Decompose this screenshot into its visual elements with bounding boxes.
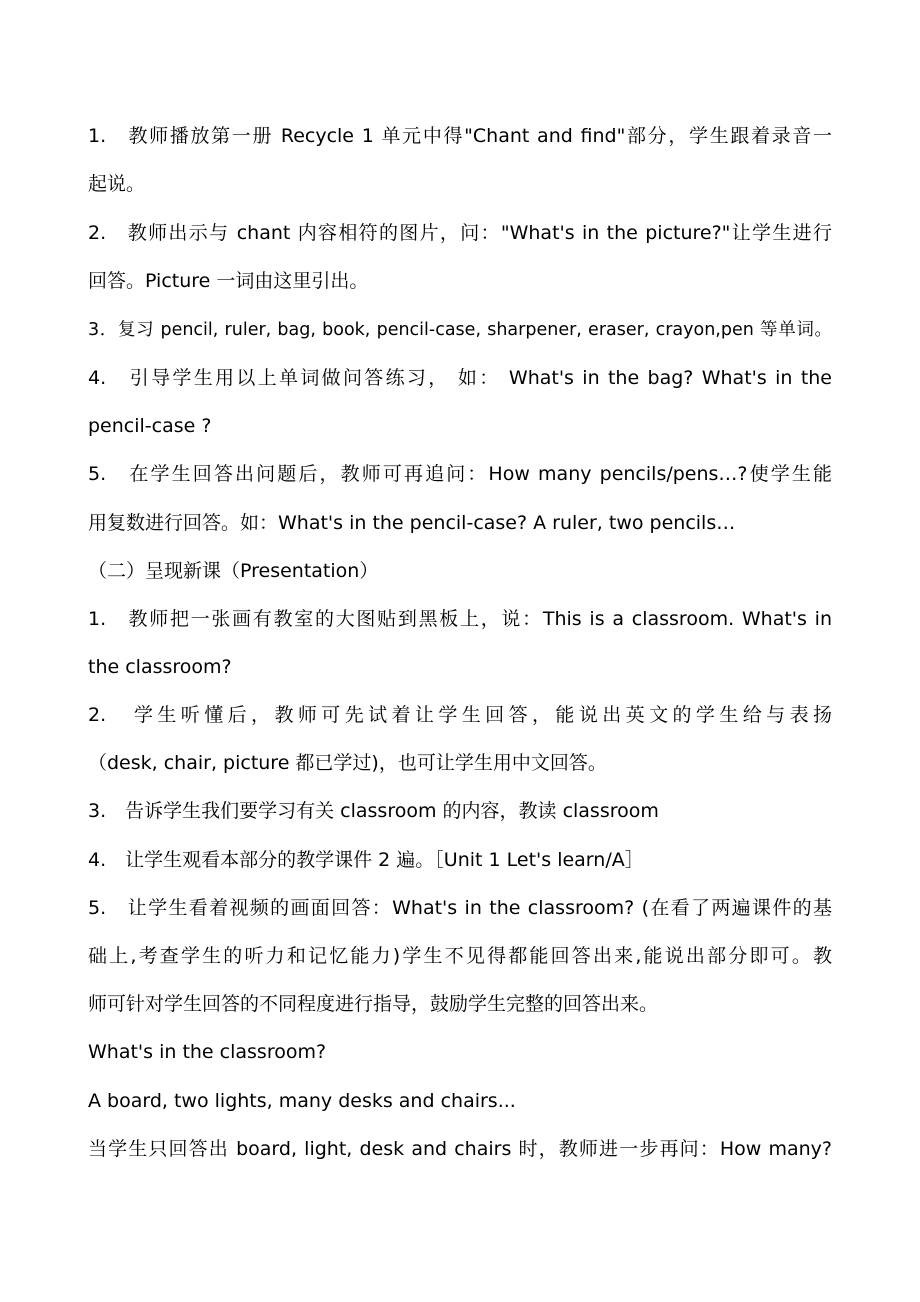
text-line-5: 3．复习 pencil, ruler, bag, book, pencil-case, sharpener, eraser, crayon,pen 等单词。 [88,320,832,340]
text-line-15: 3. 告诉学生我们要学习有关 classroom 的内容，教读 classroom [88,800,659,822]
text-line-4: 回答。Picture 一词由这里引出。 [88,270,369,292]
text-line-17: 5. 让学生看着视频的画面回答：What's in the classroom? (在看了两遍课件的基 [88,897,832,919]
text-line-14: （desk, chair, picture 都已学过)，也可让学生用中文回答。 [88,752,607,774]
text-line-7: pencil-case ? [88,415,212,437]
text-line-2: 起说。 [88,173,146,195]
text-line-11: 1. 教师把一张画有教室的大图贴到黑板上，说：This is a classroom. What's in [88,608,832,630]
text-line-12: the classroom? [88,656,232,678]
text-line-19: 师可针对学生回答的不同程度进行指导，鼓励学生完整的回答出来。 [88,993,659,1015]
example-question: What's in the classroom? [88,1041,327,1063]
text-line-6: 4. 引导学生用以上单词做问答练习， 如： What's in the bag? What's in the [88,367,832,389]
text-line-18: 础上,考查学生的听力和记忆能力)学生不见得都能回答出来,能说出部分即可。教 [88,945,832,967]
text-line-1: 1. 教师播放第一册 Recycle 1 单元中得"Chant and find"部分，学生跟着录音一 [88,125,832,147]
text-line-8: 5. 在学生回答出问题后，教师可再追问：How many pencils/pens…?使学生能 [88,463,832,485]
section-heading-presentation: （二）呈现新课（Presentation） [88,560,379,582]
text-line-16: 4. 让学生观看本部分的教学课件 2 遍。［Unit 1 Let's learn/A］ [88,849,644,871]
text-line-9: 用复数进行回答。如：What's in the pencil-case? A ruler, two pencils… [88,512,736,534]
example-answer: A board, two lights, many desks and chairs... [88,1090,516,1112]
text-line-3: 2. 教师出示与 chant 内容相符的图片，问："What's in the picture?"让学生进行 [88,222,832,244]
text-line-22: 当学生只回答出 board, light, desk and chairs 时，教师进一步再问：How many? [88,1138,832,1160]
text-line-13: 2. 学生听懂后，教师可先试着让学生回答，能说出英文的学生给与表扬 [88,704,832,726]
